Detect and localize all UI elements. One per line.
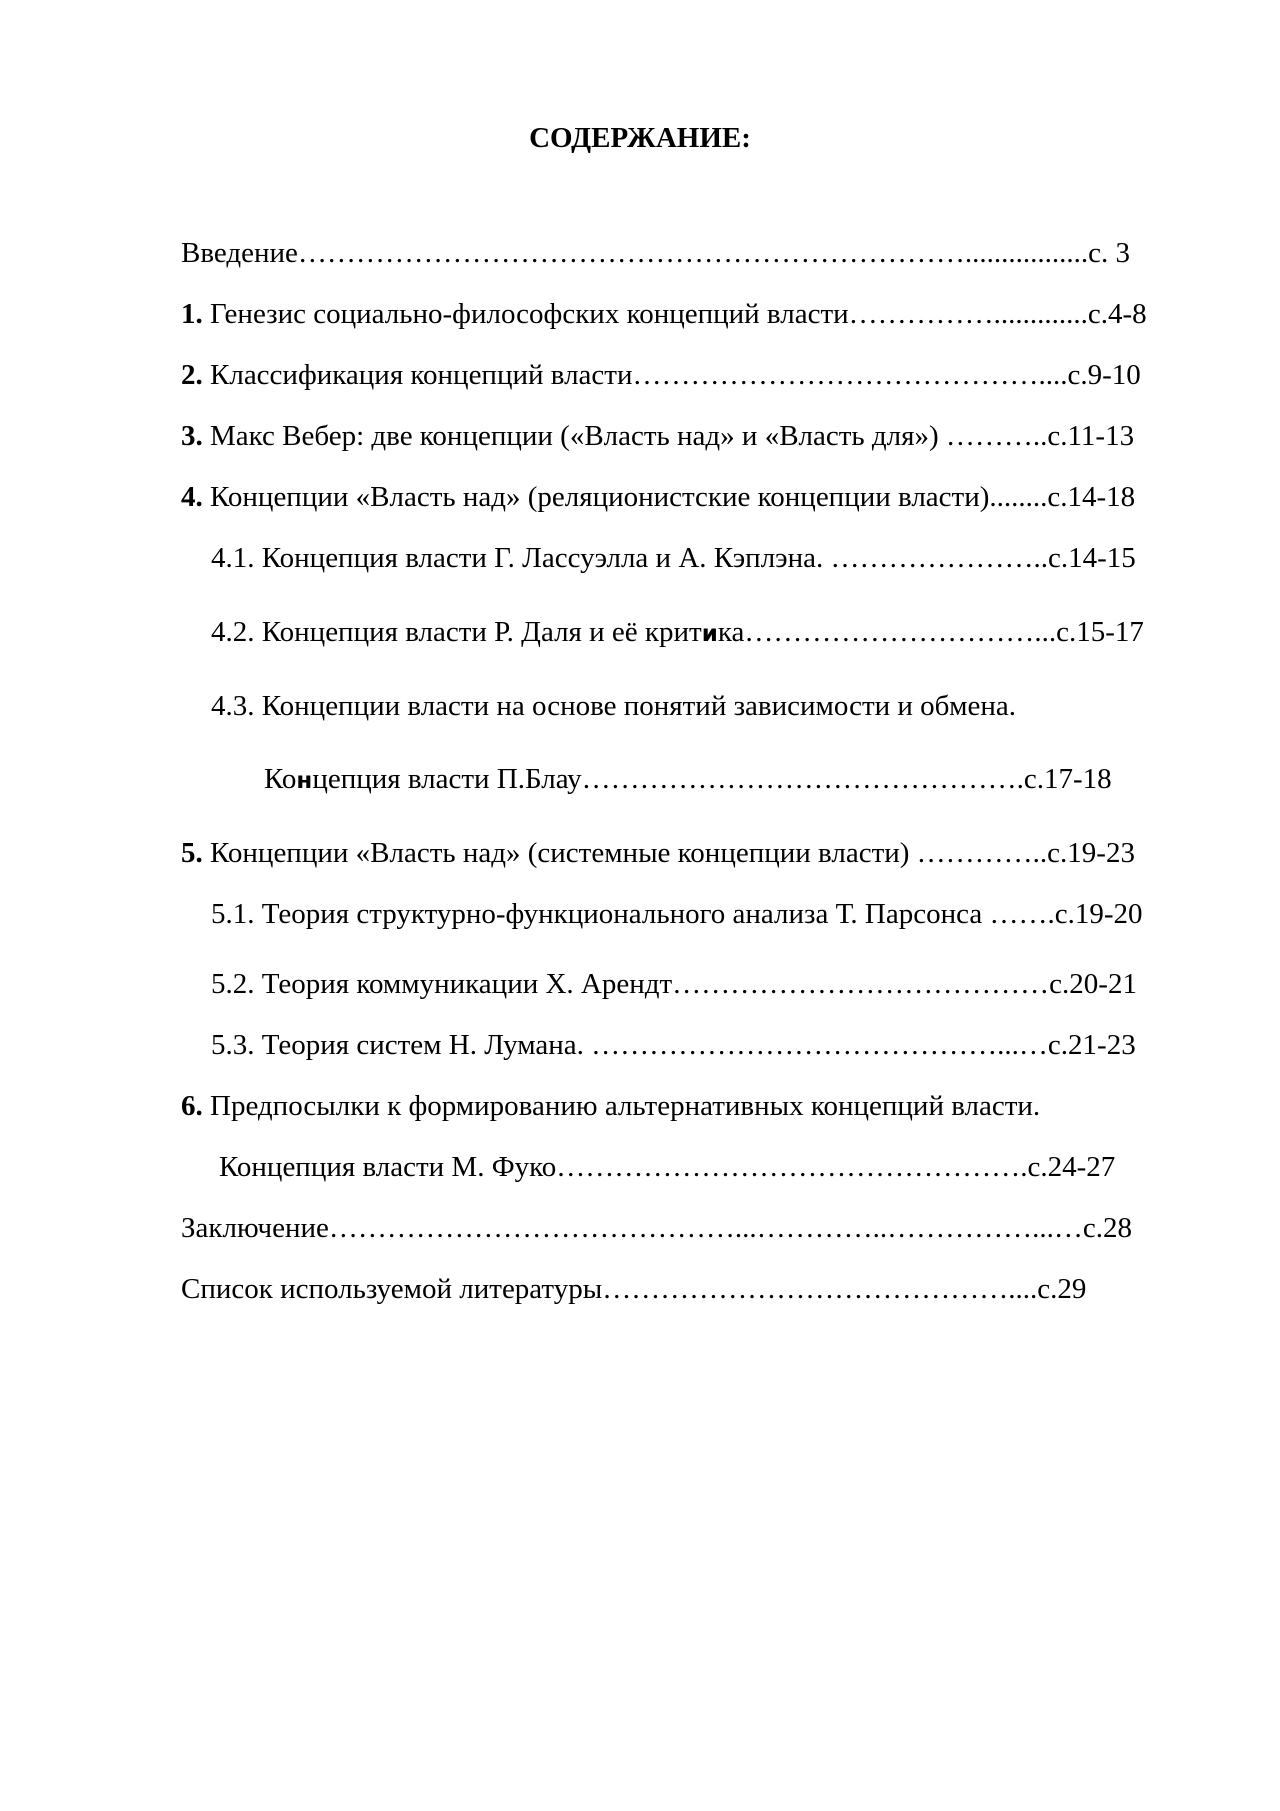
- toc-entry-bibliography: Список используемой литературы……………………………………....с.29: [181, 1273, 1087, 1305]
- toc-entry-5: [181, 836, 1135, 870]
- toc-entry-number: 4.: [181, 481, 203, 513]
- toc-entry-text: Концепции «Власть над» (реляционистские концепции власти)........с.14-18: [202, 481, 1136, 513]
- toc-entry-number: 2.: [181, 359, 203, 391]
- toc-entry-text: Концепции «Власть над» (системные концепции власти) …………..с.19-23: [202, 837, 1135, 869]
- toc-entry-text: Предпосылки к формированию альтернативных концепций власти.: [202, 1090, 1041, 1122]
- toc-entry-1: [181, 297, 1147, 331]
- page-title: СОДЕРЖАНИЕ:: [529, 122, 751, 154]
- toc-entry-5-2: 5.2. Теория коммуникации Х. Арендт…………………………………с.20-21: [211, 968, 1137, 1000]
- toc-entry-number: 5.: [181, 837, 203, 869]
- toc-entry-4-3-continued: [264, 762, 1112, 798]
- toc-entry-text: Макс Вебер: две концепции («Власть над» и «Власть для») ………..с.11-13: [202, 420, 1135, 452]
- toc-entry-text: и: [701, 621, 718, 647]
- toc-entry-4-3: 4.3. Концепции власти на основе понятий зависимости и обмена.: [211, 690, 1017, 722]
- toc-entry-5-1: 5.1. Теория структурно-функционального анализа Т. Парсонса …….с.19-20: [211, 898, 1143, 930]
- toc-entry-conclusion: Заключение……………………………………...…………..……………...…с.28: [181, 1212, 1133, 1244]
- toc-entry-text: цепция власти П.Блау……………………………………….с.17-18: [312, 763, 1112, 795]
- toc-entry-number: 1.: [181, 298, 203, 330]
- toc-entry-6: [181, 1089, 1040, 1123]
- toc-entry-intro: Введение…………………………………………………………….................с. 3: [181, 237, 1131, 269]
- toc-entry-text: н: [296, 768, 313, 794]
- toc-entry-number: 6.: [181, 1090, 203, 1122]
- toc-entry-text: Классификация концепций власти……………………………………....с.9-10: [202, 359, 1141, 391]
- toc-entry-text: Ко: [264, 763, 297, 795]
- toc-entry-2: [181, 358, 1141, 392]
- toc-entry-text: ка…………………………...с.15-17: [717, 616, 1144, 648]
- toc-entry-5-3: 5.3. Теория систем Н. Лумана. ……………………………………...…с.21-23: [211, 1029, 1136, 1061]
- toc-entry-4: [181, 480, 1135, 514]
- toc-entry-number: 3.: [181, 420, 203, 452]
- toc-entry-4-1: 4.1. Концепция власти Г. Лассуэлла и А. Кэплэна. …………………..с.14-15: [211, 542, 1136, 574]
- toc-entry-text: 4.2. Концепция власти Р. Даля и её крит: [211, 616, 702, 648]
- toc-entry-6-continued: Концепция власти М. Фуко………………………………………….с.24-27: [219, 1151, 1116, 1183]
- toc-entry-3: [181, 419, 1134, 453]
- toc-entry-text: Генезис социально-философских концепций власти…………….............с.4-8: [202, 298, 1147, 330]
- toc-entry-4-2: [211, 615, 1144, 651]
